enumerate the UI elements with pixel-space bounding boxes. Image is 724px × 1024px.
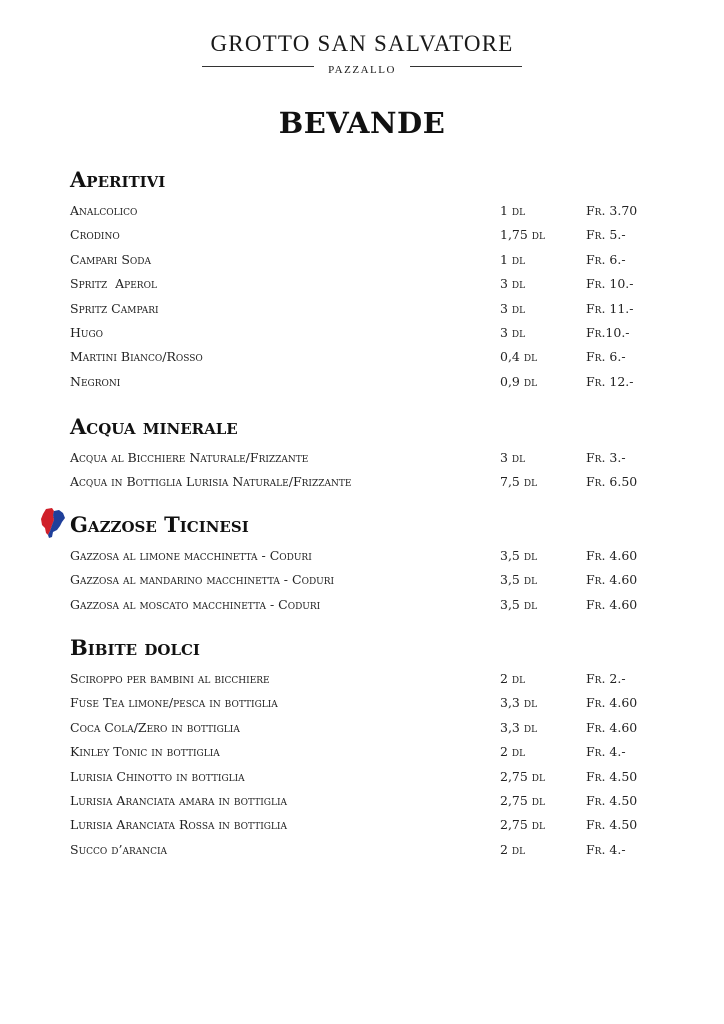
item-price: Fr. 4.-	[586, 744, 626, 760]
menu-item	[70, 345, 670, 369]
item-price: Fr. 12.-	[586, 373, 634, 389]
item-price: Fr. 4.60	[586, 572, 638, 588]
item-name: Spritz Aperol	[70, 276, 157, 292]
item-quantity: 3,3 dl	[500, 695, 538, 711]
item-quantity: 3,5 dl	[500, 572, 538, 588]
item-name: Acqua in Bottiglia Lurisia Naturale/Frizzante	[70, 474, 352, 490]
item-price: Fr. 4.50	[586, 768, 638, 784]
restaurant-header	[0, 30, 724, 74]
item-name: Campari Soda	[70, 251, 151, 267]
item-name: Fuse Tea limone/pesca in bottiglia	[70, 695, 278, 711]
section-title: Bibite dolci	[70, 635, 200, 660]
menu-item	[70, 740, 670, 764]
item-name: Acqua al Bicchiere Naturale/Frizzante	[70, 450, 309, 465]
menu-item	[70, 321, 670, 345]
menu-item	[70, 272, 670, 296]
section-bibite-dolci	[70, 634, 670, 862]
item-name: Sciroppo per bambini al bicchiere	[70, 671, 270, 686]
item-name: Analcolico	[70, 203, 138, 218]
item-quantity: 3,5 dl	[500, 548, 538, 563]
page-title: BEVANDE	[278, 106, 446, 140]
menu-item	[70, 446, 670, 470]
menu-item	[70, 297, 670, 321]
menu-item	[70, 544, 670, 568]
item-price: Fr. 10.-	[586, 276, 634, 292]
menu-item	[70, 199, 670, 223]
item-quantity: 3 dl	[500, 450, 526, 465]
item-quantity: 2 dl	[500, 744, 526, 760]
menu-list	[70, 544, 670, 617]
item-name: Kinley Tonic in bottiglia	[70, 744, 220, 760]
item-name: Gazzosa al mandarino macchinetta - Coduri	[70, 572, 335, 588]
item-price: Fr. 4.60	[586, 548, 638, 563]
brand-divider-left	[202, 66, 314, 67]
item-price: Fr. 6.-	[586, 251, 626, 267]
item-quantity: 0,9 dl	[500, 373, 538, 389]
section-title: Acqua minerale	[70, 414, 238, 439]
menu-item	[70, 813, 670, 837]
item-name: Crodino	[70, 227, 120, 243]
item-name: Lurisia Chinotto in bottiglia	[70, 768, 245, 784]
menu-item	[70, 223, 670, 247]
item-name: Lurisia Aranciata Rossa in bottiglia	[70, 817, 287, 833]
item-quantity: 0,4 dl	[500, 349, 538, 365]
section-aperitivi	[70, 166, 670, 394]
item-price: Fr. 6.50	[586, 474, 638, 490]
menu-item	[70, 568, 670, 592]
section-acqua-minerale	[70, 413, 670, 495]
menu-item	[70, 470, 670, 494]
menu-item	[70, 667, 670, 691]
item-quantity: 2,75 dl	[500, 817, 545, 833]
item-price: Fr. 11.-	[586, 300, 634, 316]
menu-item	[70, 765, 670, 789]
item-quantity: 2 dl	[500, 841, 526, 857]
menu-item	[70, 789, 670, 813]
item-quantity: 3,3 dl	[500, 719, 538, 735]
menu-item	[70, 593, 670, 617]
section-title: Gazzose Ticinesi	[70, 512, 249, 537]
item-quantity: 3 dl	[500, 276, 526, 292]
menu-item	[70, 370, 670, 394]
brand-divider-right	[410, 66, 522, 67]
item-quantity: 2,75 dl	[500, 792, 545, 808]
item-quantity: 2 dl	[500, 671, 526, 686]
item-quantity: 3 dl	[500, 300, 526, 316]
item-quantity: 2,75 dl	[500, 768, 545, 784]
menu-item	[70, 838, 670, 862]
menu-item	[70, 691, 670, 715]
item-name: Negroni	[70, 373, 121, 389]
item-name: Martini Bianco/Rosso	[70, 349, 203, 365]
brand-sub-row	[202, 58, 522, 74]
item-name: Hugo	[70, 324, 104, 340]
item-price: Fr. 4.-	[586, 841, 626, 857]
brand-name: GROTTO SAN SALVATORE	[210, 31, 514, 56]
item-price: Fr.10.-	[586, 324, 630, 340]
item-price: Fr. 3.-	[586, 450, 626, 465]
menu-item	[70, 716, 670, 740]
item-name: Gazzosa al moscato macchinetta - Coduri	[70, 596, 321, 612]
section-title: Aperitivi	[70, 167, 166, 192]
item-name: Coca Cola/Zero in bottiglia	[70, 719, 240, 735]
item-name: Lurisia Aranciata amara in bottiglia	[70, 792, 287, 808]
menu-list	[70, 667, 670, 862]
item-price: Fr. 4.60	[586, 695, 638, 711]
item-price: Fr. 6.-	[586, 349, 626, 365]
brand-location: PAZZALLO	[328, 64, 396, 76]
item-name: Gazzosa al limone macchinetta - Coduri	[70, 548, 312, 563]
menu-list	[70, 199, 670, 394]
item-quantity: 3,5 dl	[500, 596, 538, 612]
menu-item	[70, 248, 670, 272]
item-price: Fr. 4.60	[586, 719, 638, 735]
item-price: Fr. 4.50	[586, 817, 638, 833]
item-price: Fr. 4.50	[586, 792, 638, 808]
item-quantity: 1 dl	[500, 251, 526, 267]
ticino-canton-icon	[40, 507, 66, 539]
item-quantity: 1,75 dl	[500, 227, 545, 243]
item-quantity: 3 dl	[500, 324, 526, 340]
section-gazzose-ticinesi	[70, 511, 670, 617]
menu-list	[70, 446, 670, 495]
item-quantity: 1 dl	[500, 203, 526, 218]
item-price: Fr. 2.-	[586, 671, 626, 686]
item-name: Spritz Campari	[70, 300, 159, 316]
item-price: Fr. 4.60	[586, 596, 638, 612]
item-price: Fr. 3.70	[586, 203, 638, 218]
item-price: Fr. 5.-	[586, 227, 626, 243]
item-quantity: 7,5 dl	[500, 474, 538, 490]
item-name: Succo d’arancia	[70, 841, 168, 857]
